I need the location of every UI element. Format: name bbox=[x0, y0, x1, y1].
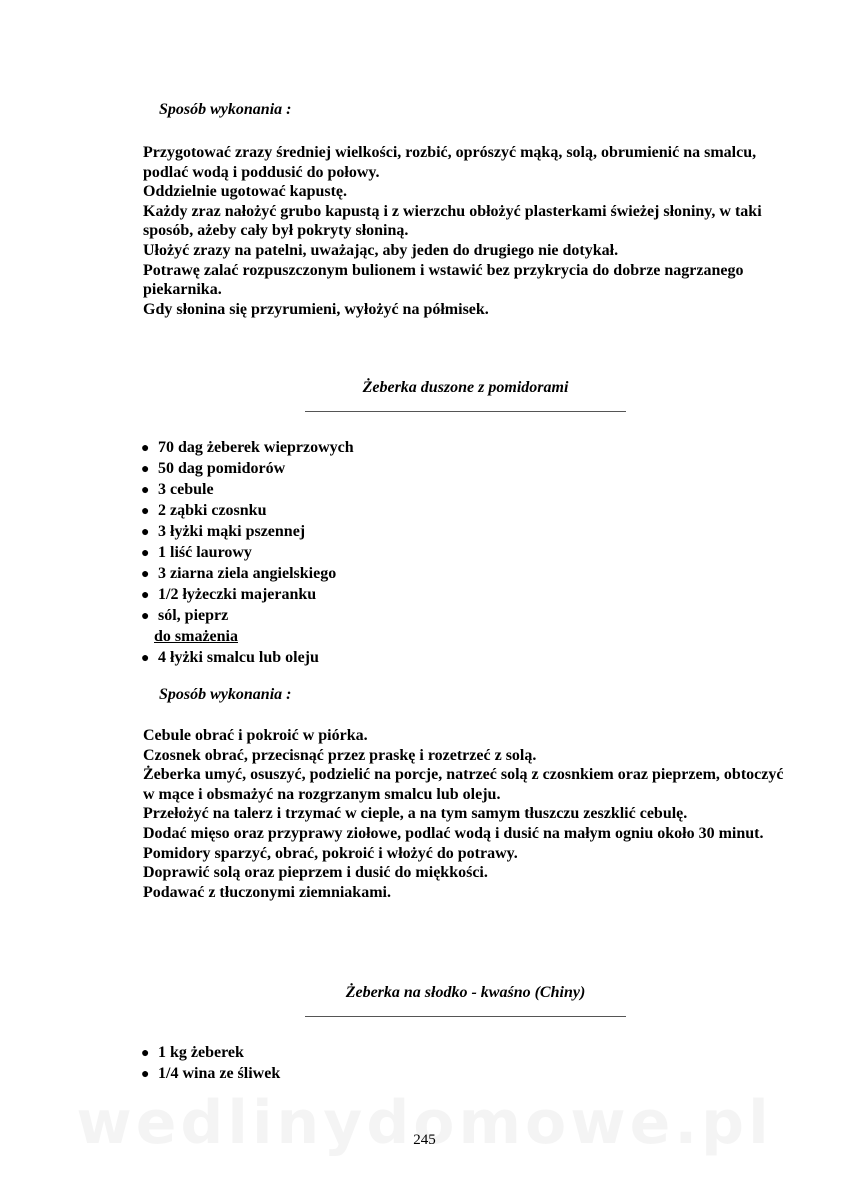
ingredient-item: ● 1 liść laurowy bbox=[141, 542, 354, 563]
ingredient-list bbox=[141, 1042, 280, 1084]
method-steps bbox=[143, 726, 793, 902]
ingredient-item: ● 50 dag pomidorów bbox=[141, 458, 354, 479]
bullet-icon: ● bbox=[141, 546, 150, 561]
method-step: Potrawę zalać rozpuszczonym bulionem i wstawić bez przykrycia do dobrze nagrzanego piekarnika. bbox=[143, 261, 744, 299]
ingredient-item: ● 4 łyżki smalcu lub oleju bbox=[141, 647, 354, 668]
method-step: Podawać z tłuczonymi ziemniakami. bbox=[143, 883, 391, 901]
ingredient-item: ● 1 kg żeberek bbox=[141, 1042, 280, 1063]
page-number: 245 bbox=[413, 1132, 436, 1148]
method-step: Każdy zraz nałożyć grubo kapustą i z wierzchu obłożyć plasterkami świeżej słoniny, w taki sposób, ażeby cały był pokryty słoniną. bbox=[143, 202, 762, 240]
method-step: Gdy słonina się przyrumieni, wyłożyć na półmisek. bbox=[143, 300, 489, 318]
method-steps bbox=[143, 143, 793, 319]
method-step: Dodać mięso oraz przyprawy ziołowe, podlać wodą i dusić na małym ogniu około 30 minut. bbox=[143, 824, 764, 842]
bullet-icon: ● bbox=[141, 567, 150, 582]
method-heading: Sposób wykonania : bbox=[159, 101, 292, 118]
ingredient-item: ● 3 łyżki mąki pszennej bbox=[141, 521, 354, 542]
method-step: Przełożyć na talerz i trzymać w cieple, a na tym samym tłuszczu zeszklić cebulę. bbox=[143, 805, 688, 823]
ingredient-item: ● 3 ziarna ziela angielskiego bbox=[141, 563, 354, 584]
ingredient-list bbox=[141, 437, 354, 668]
method-step: Przygotować zrazy średniej wielkości, rozbić, oprószyć mąką, solą, obrumienić na smalcu, podlać wodą i poddusić do połowy. bbox=[143, 144, 757, 181]
method-step: Pomidory sparzyć, obrać, pokroić i włożyć do potrawy. bbox=[143, 844, 518, 862]
bullet-icon: ● bbox=[141, 588, 150, 603]
ingredient-item: ● 2 ząbki czosnku bbox=[141, 500, 354, 521]
bullet-icon: ● bbox=[141, 483, 150, 498]
bullet-icon: ● bbox=[141, 525, 150, 540]
bullet-icon: ● bbox=[141, 651, 150, 666]
method-step: Czosnek obrać, przecisnąć przez praskę i rozetrzeć z solą. bbox=[143, 746, 537, 764]
bullet-icon: ● bbox=[141, 504, 150, 519]
ingredient-item: ● sól, pieprz bbox=[141, 605, 354, 626]
recipe-title: Żeberka duszone z pomidorami bbox=[362, 379, 569, 396]
title-divider bbox=[305, 411, 626, 412]
ingredient-item: ● 70 dag żeberek wieprzowych bbox=[141, 437, 354, 458]
recipe-title: Żeberka na słodko - kwaśno (Chiny) bbox=[345, 984, 586, 1001]
bullet-icon: ● bbox=[141, 609, 150, 624]
ingredient-item: ● 1/2 łyżeczki majeranku bbox=[141, 584, 354, 605]
bullet-icon: ● bbox=[141, 1067, 150, 1082]
method-heading: Sposób wykonania : bbox=[159, 686, 292, 703]
method-step: Żeberka umyć, osuszyć, podzielić na porcje, natrzeć solą z czosnkiem oraz pieprzem, obtoczyć w mące i obsmażyć na rozgrzanym smalcu lub oleju. bbox=[143, 766, 784, 803]
title-divider bbox=[305, 1016, 626, 1017]
bullet-icon: ● bbox=[141, 441, 150, 456]
ingredient-item: ● 3 cebule bbox=[141, 479, 354, 500]
method-step: Oddzielnie ugotować kapustę. bbox=[143, 183, 348, 201]
bullet-icon: ● bbox=[141, 462, 150, 477]
method-step: Cebule obrać i pokroić w piórka. bbox=[143, 727, 368, 744]
method-step: Doprawić solą oraz pieprzem i dusić do miękkości. bbox=[143, 864, 488, 882]
method-step: Ułożyć zrazy na patelni, uważając, aby jeden do drugiego nie dotykał. bbox=[143, 241, 619, 259]
ingredient-item: ● 1/4 wina ze śliwek bbox=[141, 1063, 280, 1084]
ingredient-group-label: do smażenia bbox=[154, 628, 238, 645]
bullet-icon: ● bbox=[141, 1046, 150, 1061]
